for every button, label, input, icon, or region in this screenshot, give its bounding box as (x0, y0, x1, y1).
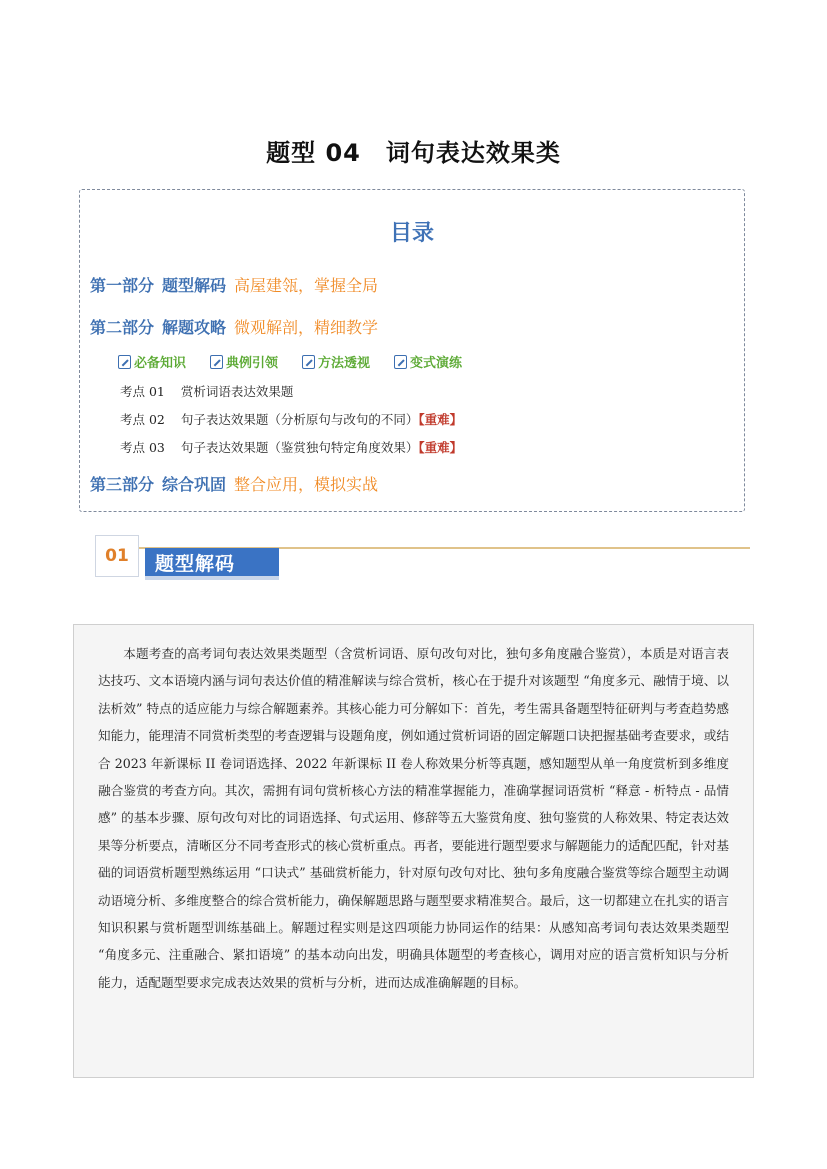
part-name: 题型解码 (162, 276, 227, 295)
edit-note-icon (118, 355, 131, 369)
point-tag: 【重难】 (418, 412, 463, 427)
edit-note-icon (394, 355, 407, 369)
tab-fangfa[interactable] (302, 352, 370, 371)
point-text: 赏析词语表达效果题 (180, 384, 294, 399)
toc-point-3[interactable] (120, 438, 462, 456)
toc-point-1[interactable] (120, 382, 293, 400)
intro-box (73, 624, 754, 1078)
edit-note-icon (302, 355, 315, 369)
point-text: 句子表达效果题（鉴赏独句特定角度效果） (180, 440, 419, 455)
part-desc: 整合应用，模拟实战 (234, 475, 379, 494)
tab-dianli[interactable] (210, 352, 278, 371)
part-name: 综合巩固 (162, 475, 227, 494)
tab-label: 方法透视 (318, 356, 371, 371)
table-of-contents (79, 189, 745, 512)
toc-part-3[interactable] (90, 472, 378, 495)
intro-paragraph: 本题考查的高考词句表达效果类题型（含赏析词语、原句改句对比，独句多角度融合鉴赏），本质是对语言表达技巧、文本语境内涵与词句表达价值的精准解读与综合赏析，核心在于提升对该题型 “角度多元、融情于境、以法析效” 特点的适应能力与综合解题素养。其核心能力可分解如下：首先，考生需具备题型特征研判与考查趋势感知能力，能理清不同赏析类型的考查逻辑与设题角度，例如通过赏析词语的固定解题口诀把握基础考查要求，或结合 2023 年新课标 II 卷词语选择、2022 年新课标 II 卷人称效果分析等真题，感知题型从单一角度赏析到多维度融合鉴赏的考查方向。其次，需拥有词句赏析核心方法的精准掌握能力，准确掌握词语赏析 “释意 - 析特点 - 品情感” 的基本步骤、原句改句对比的词语选择、句式运用、修辞等五大鉴赏角度、独句鉴赏的人称效果、特定表达效果等分析要点，清晰区分不同考查形式的核心赏析重点。再者，要能进行题型要求与解题能力的适配匹配，针对基础的词语赏析题型熟练运用 “口诀式” 基础赏析能力，针对原句改句对比、独句多角度融合鉴赏等综合题型主动调动语境分析、多维度整合的综合赏析能力，确保解题思路与题型要求精准契合。最后，这一切都建立在扎实的语言知识积累与赏析题型训练基础上。解题过程实则是这四项能力协同运作的结果：从感知高考词句表达效果类题型 “角度多元、注重融合、紧扣语境” 的基本动向出发，明确具体题型的考查核心，调用对应的语言赏析知识与分析能力，适配题型要求完成表达效果的赏析与分析，进而达成准确解题的目标。 (98, 646, 729, 990)
part-desc: 微观解剖，精细教学 (234, 318, 379, 337)
point-text: 句子表达效果题（分析原句与改句的不同） (180, 412, 419, 427)
toc-part-2[interactable] (90, 315, 378, 338)
point-tag: 【重难】 (418, 440, 463, 455)
tab-label: 变式演练 (410, 356, 463, 371)
point-number: 考点 03 (120, 440, 165, 455)
toc-heading: 目录 (389, 221, 434, 246)
part-label: 第三部分 (90, 475, 155, 494)
part-desc: 高屋建瓴，掌握全局 (234, 276, 379, 295)
tab-bibei[interactable] (118, 352, 186, 371)
tab-bianshi[interactable] (394, 352, 462, 371)
toc-point-2[interactable] (120, 410, 462, 428)
section-title: 题型解码 (145, 548, 279, 576)
part-label: 第一部分 (90, 276, 155, 295)
point-number: 考点 01 (120, 384, 165, 399)
tab-label: 典例引领 (226, 356, 279, 371)
point-number: 考点 02 (120, 412, 165, 427)
tab-label: 必备知识 (134, 356, 187, 371)
part-name: 解题攻略 (162, 318, 227, 337)
toc-part-1[interactable] (90, 273, 378, 296)
part-label: 第二部分 (90, 318, 155, 337)
page-title: 题型 04 词句表达效果类 (266, 139, 561, 167)
edit-note-icon (210, 355, 223, 369)
section-number: 01 (95, 535, 139, 577)
toc-tabs (118, 352, 486, 371)
